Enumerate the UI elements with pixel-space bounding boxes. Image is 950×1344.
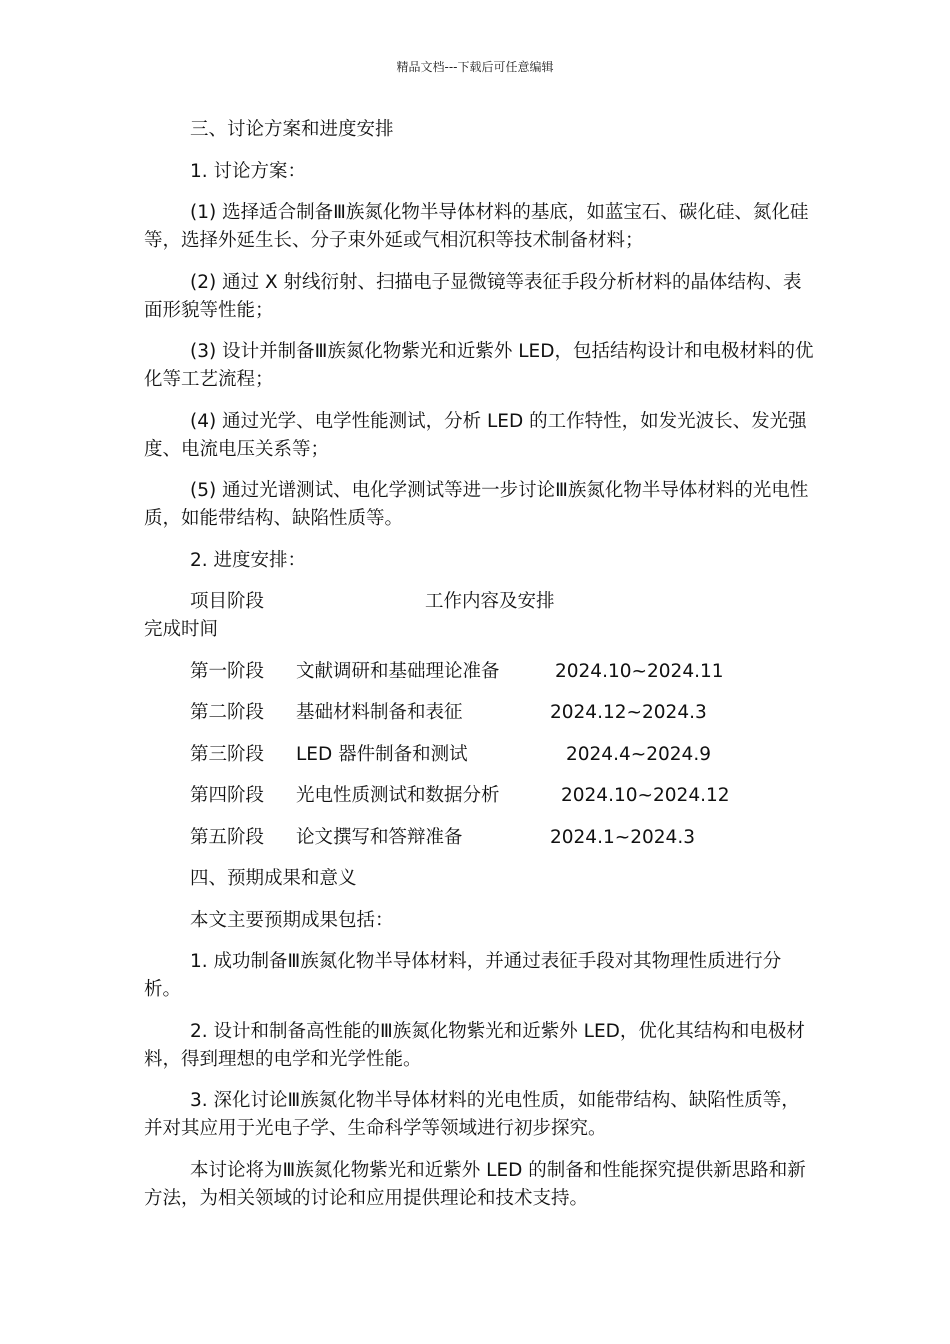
- plan-title: 1. 讨论方案：: [190, 160, 307, 182]
- plan-item-2: (2) 通过 X 射线衍射、扫描电子显微镜等表征手段分析材料的晶体结构、表面形貌等性能；: [144, 271, 802, 321]
- section-3-title: 三、讨论方案和进度安排: [190, 119, 394, 140]
- schedule-content: 文献调研和基础理论准备: [296, 660, 500, 682]
- plan-item-1: (1) 选择适合制备Ⅲ族氮化物半导体材料的基底，如蓝宝石、碳化硅、氮化硅等，选择外延生长、分子束外延或气相沉积等技术制备材料；: [144, 202, 809, 251]
- schedule-time: 2024.10~2024.11: [555, 660, 724, 682]
- schedule-stage: 第三阶段: [190, 743, 265, 765]
- result-item-2: 2. 设计和制备高性能的Ⅲ族氮化物紫光和近紫外 LED，优化其结构和电极材料，得到理想的电学和光学性能。: [144, 1020, 805, 1070]
- schedule-content: 光电性质测试和数据分析: [296, 785, 500, 806]
- schedule-row: [144, 741, 814, 769]
- schedule-time: 2024.1~2024.3: [550, 826, 695, 848]
- document-body: [144, 116, 814, 1226]
- plan-item-4: (4) 通过光学、电学性能测试，分析 LED 的工作特性，如发光波长、发光强度、电流电压关系等；: [144, 410, 807, 460]
- schedule-time: 2024.10~2024.12: [561, 785, 730, 806]
- schedule-stage: 第四阶段: [190, 785, 265, 806]
- page-header: 精品文档---下载后可任意编辑: [396, 60, 554, 74]
- plan-item-3: (3) 设计并制备Ⅲ族氮化物紫光和近紫外 LED，包括结构设计和电极材料的优化等工艺流程；: [144, 341, 814, 390]
- schedule-header-content: 工作内容及安排: [425, 591, 555, 612]
- schedule-stage: 第一阶段: [190, 660, 265, 682]
- schedule-row: [144, 824, 814, 852]
- result-item-3: 3. 深化讨论Ⅲ族氮化物半导体材料的光电性质，如能带结构、缺陷性质等，并对其应用于光电子学、生命科学等领域进行初步探究。: [144, 1090, 800, 1139]
- schedule-row: [144, 658, 814, 686]
- schedule-time: 2024.12~2024.3: [550, 702, 707, 723]
- schedule-content: LED 器件制备和测试: [296, 743, 468, 765]
- result-item-1: 1. 成功制备Ⅲ族氮化物半导体材料，并通过表征手段对其物理性质进行分析。: [144, 951, 782, 1000]
- schedule-time: 2024.4~2024.9: [566, 743, 711, 765]
- schedule-content: 论文撰写和答辩准备: [296, 826, 463, 848]
- schedule-stage: 第二阶段: [190, 702, 265, 723]
- schedule-stage: 第五阶段: [190, 826, 265, 848]
- plan-item-5: (5) 通过光谱测试、电化学测试等进一步讨论Ⅲ族氮化物半导体材料的光电性质，如能带结构、缺陷性质等。: [144, 480, 809, 529]
- schedule-header-row: [144, 588, 814, 644]
- section-4-title: 四、预期成果和意义: [190, 868, 357, 889]
- schedule-header-time: 完成时间: [144, 619, 219, 640]
- schedule-row: [144, 782, 814, 810]
- schedule-content: 基础材料制备和表征: [296, 702, 463, 723]
- schedule-header-stage: 项目阶段: [190, 591, 265, 612]
- schedule-title: 2. 进度安排：: [190, 549, 307, 571]
- schedule-row: [144, 699, 814, 727]
- conclusion: 本讨论将为Ⅲ族氮化物紫光和近紫外 LED 的制备和性能探究提供新思路和新方法，为相关领域的讨论和应用提供理论和技术支持。: [144, 1159, 806, 1209]
- results-intro: 本文主要预期成果包括：: [190, 909, 394, 931]
